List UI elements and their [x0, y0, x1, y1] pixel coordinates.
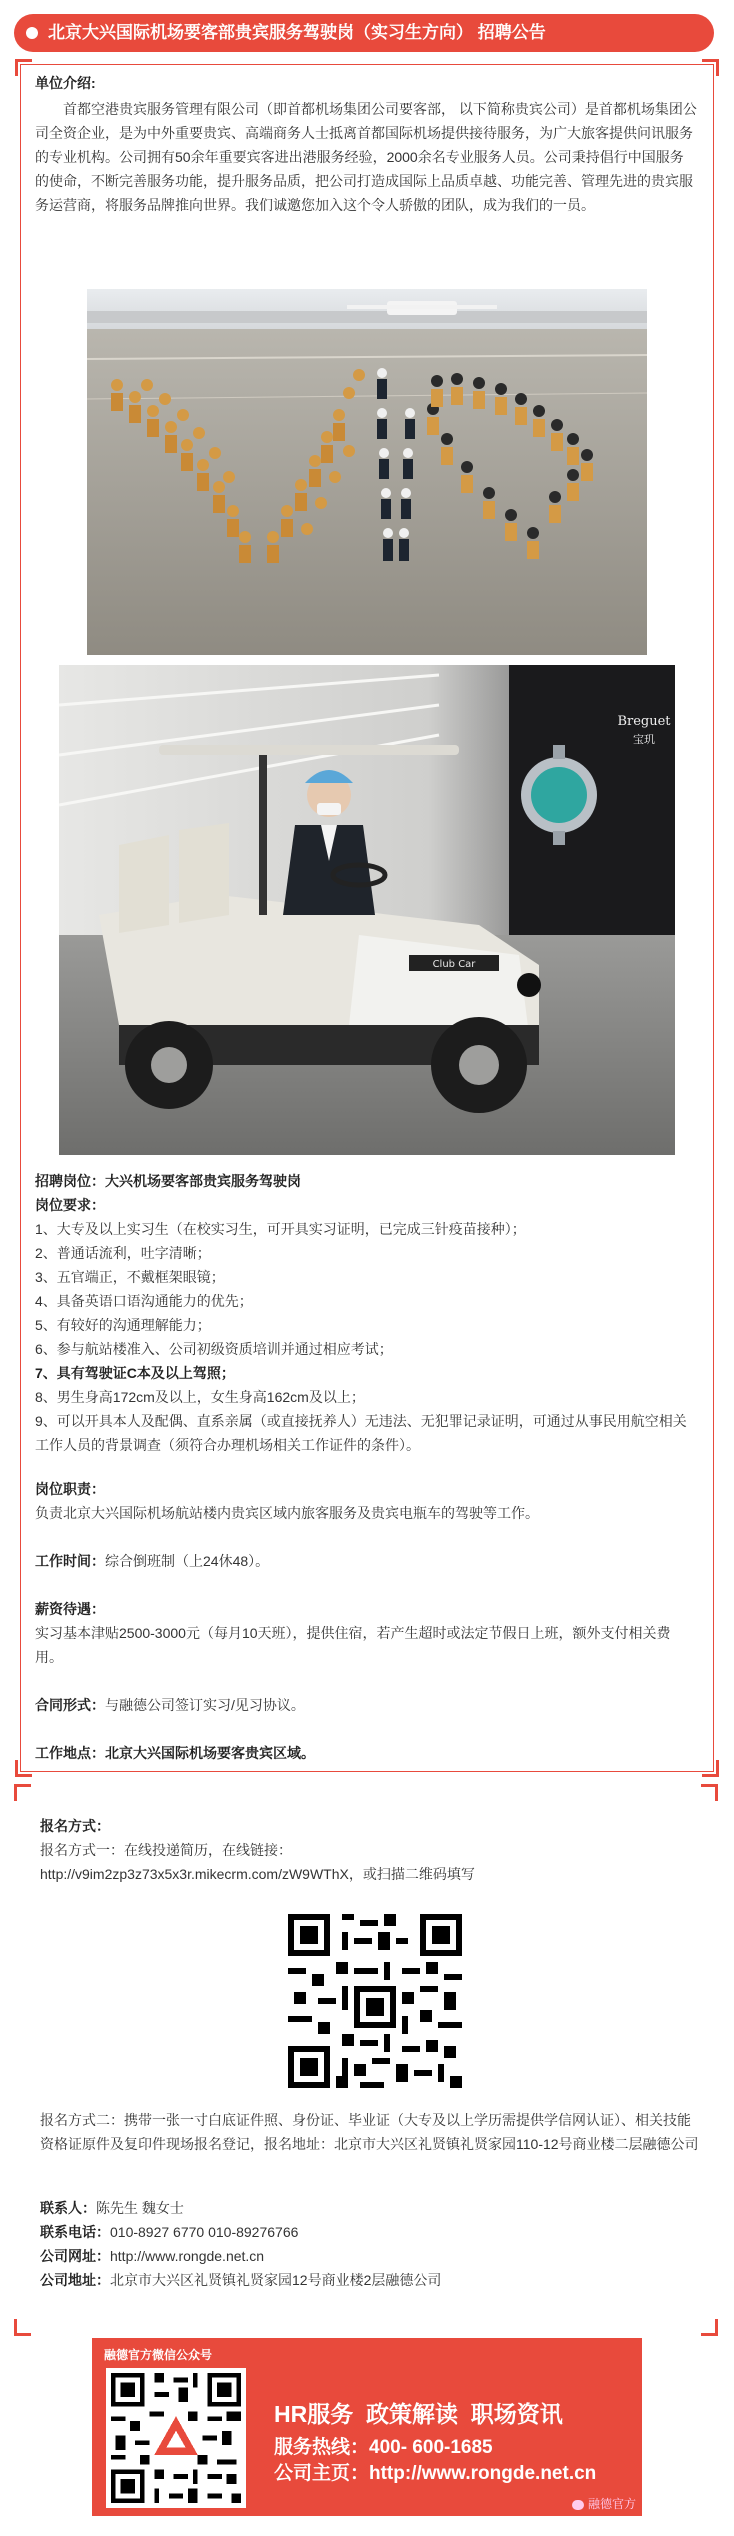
contract-row: [35, 1693, 697, 1717]
requirement-item: 5、有较好的沟通理解能力；: [35, 1317, 211, 1333]
corner-ornament-icon: [15, 59, 32, 76]
phone-value: 010-8927 6770 010-89276766: [110, 2224, 299, 2240]
contract-label: 合同形式：: [35, 1697, 105, 1713]
wechat-promo-banner: [92, 2338, 642, 2516]
website-link[interactable]: http://www.rongde.net.cn: [110, 2248, 265, 2264]
phone-label: 联系电话：: [40, 2224, 110, 2240]
apply-way2: 报名方式二：携带一张一寸白底证件照、身份证、毕业证（大专及以上学历需提供学信网认证）、相关技能资格证原件及复印件现场报名登记，报名地址：北京市大兴区礼贤镇礼贤家园110-12号商业楼二层融德公司: [40, 2112, 699, 2152]
work-time-value: 综合倒班制（上24休48）。: [105, 1553, 270, 1569]
wechat-qr-code[interactable]: [106, 2368, 246, 2508]
work-time-row: [35, 1549, 697, 1573]
requirement-item: 8、男生身高172cm及以上，女生身高162cm及以上；: [35, 1389, 365, 1405]
work-time-label: 工作时间：: [35, 1553, 105, 1569]
address-row: [40, 2268, 702, 2292]
requirement-item: 6、参与航站楼准入、公司初级资质培训并通过相应考试；: [35, 1341, 393, 1357]
wechat-logo-icon: [572, 2500, 584, 2510]
requirement-item: 1、大专及以上实习生（在校实习生，可开具实习证明，已完成三针疫苗接种）；: [35, 1221, 526, 1237]
contact-row: [40, 2196, 702, 2220]
requirement-item: 7、具有驾驶证C本及以上驾照；: [35, 1365, 235, 1381]
page-title: 北京大兴国际机场要客部贵宾服务驾驶岗（实习生方向） 招聘公告: [48, 23, 546, 42]
corner-ornament-icon: [14, 2319, 31, 2336]
apply-qr-code[interactable]: [282, 1908, 468, 2094]
requirements-heading: 岗位要求：: [35, 1197, 105, 1213]
requirement-item: 4、具备英语口语沟通能力的优先；: [35, 1293, 253, 1309]
requirement-item: 3、五官端正，不戴框架眼镜；: [35, 1269, 225, 1285]
content-frame: [20, 64, 714, 1772]
contact-value: 陈先生 魏女士: [96, 2200, 184, 2216]
contract-value: 与融德公司签订实习/见习协议。: [105, 1697, 305, 1713]
wechat-label: 融德官方微信公众号: [104, 2348, 213, 2362]
corner-ornament-icon: [14, 1784, 31, 1801]
job-position: 招聘岗位：大兴机场要客部贵宾服务驾驶岗: [35, 1173, 301, 1189]
apply-link[interactable]: http://v9im2zp3z73x5x3r.mikecrm.com/zW9WThX，或扫描二维码填写: [40, 1866, 475, 1882]
promo-slogan: HR服务 政策解读 职场资讯: [274, 2401, 563, 2427]
corner-ornament-icon: [702, 1760, 719, 1777]
intro-text: 首都空港贵宾服务管理有限公司（即首都机场集团公司要客部， 以下简称贵宾公司）是首都机场集团公司全资企业，是为中外重要贵宾、高端商务人士抵离首都国际机场提供接待服务，为广大旅客提供问讯服务的专业机构。公司拥有50余年重要宾客进出港服务经验，2000余名专业服务人员。公司秉持倡行中国服务的使命，不断完善服务功能，提升服务品质，把公司打造成国际上品质卓越、功能完善、管理先进的贵宾服务运营商，将服务品牌推向世界。我们诚邀您加入这个令人骄傲的团队，成为我们的一员。: [35, 101, 697, 213]
staff-formation-photo: [87, 289, 647, 655]
watermark-text: 融德官方: [587, 2497, 636, 2511]
salary-heading: 薪资待遇：: [35, 1601, 105, 1617]
corner-ornament-icon: [702, 59, 719, 76]
apply-way1: 报名方式一：在线投递简历，在线链接：: [40, 1842, 292, 1858]
apply-frame: [20, 1790, 712, 2330]
address-value: 北京市大兴区礼贤镇礼贤家园12号商业楼2层融德公司: [110, 2272, 442, 2288]
requirement-item: 2、普通话流利，吐字清晰；: [35, 1245, 211, 1261]
duty-text: 负责北京大兴国际机场航站楼内贵宾区域内旅客服务及贵宾电瓶车的驾驶等工作。: [35, 1505, 539, 1521]
duty-heading: 岗位职责：: [35, 1481, 105, 1497]
title-banner: [14, 14, 714, 52]
contact-label: 联系人：: [40, 2200, 96, 2216]
club-car-sign: Club Car: [432, 959, 476, 970]
work-location: 工作地点：北京大兴国际机场要客贵宾区域。: [35, 1745, 315, 1761]
website-label: 公司网址：: [40, 2248, 110, 2264]
corner-ornament-icon: [15, 1760, 32, 1777]
salary-text: 实习基本津贴2500-3000元（每月10天班），提供住宿，若产生超时或法定节假日上班，额外支付相关费用。: [35, 1625, 671, 1665]
company-homepage[interactable]: 公司主页：http://www.rongde.net.cn: [274, 2463, 597, 2484]
phone-row: [40, 2220, 702, 2244]
intro-heading: 单位介绍:: [35, 75, 96, 91]
bullet-dot-icon: [26, 27, 38, 39]
electric-cart-photo: [59, 665, 675, 1155]
watermark: [572, 2495, 636, 2512]
website-row: [40, 2244, 702, 2268]
breguet-brand-sub-text: 宝玑: [633, 733, 655, 746]
service-hotline: 服务热线：400- 600-1685: [274, 2437, 493, 2458]
address-label: 公司地址：: [40, 2272, 110, 2288]
breguet-brand-text: Breguet: [617, 714, 671, 729]
requirement-item: 9、可以开具本人及配偶、直系亲属（或直接抚养人）无违法、无犯罪记录证明，可通过从事民用航空相关工作人员的背景调查（须符合办理机场相关工作证件的条件）。: [35, 1413, 687, 1453]
corner-ornament-icon: [701, 1784, 718, 1801]
apply-heading: 报名方式：: [40, 1818, 110, 1834]
corner-ornament-icon: [701, 2319, 718, 2336]
